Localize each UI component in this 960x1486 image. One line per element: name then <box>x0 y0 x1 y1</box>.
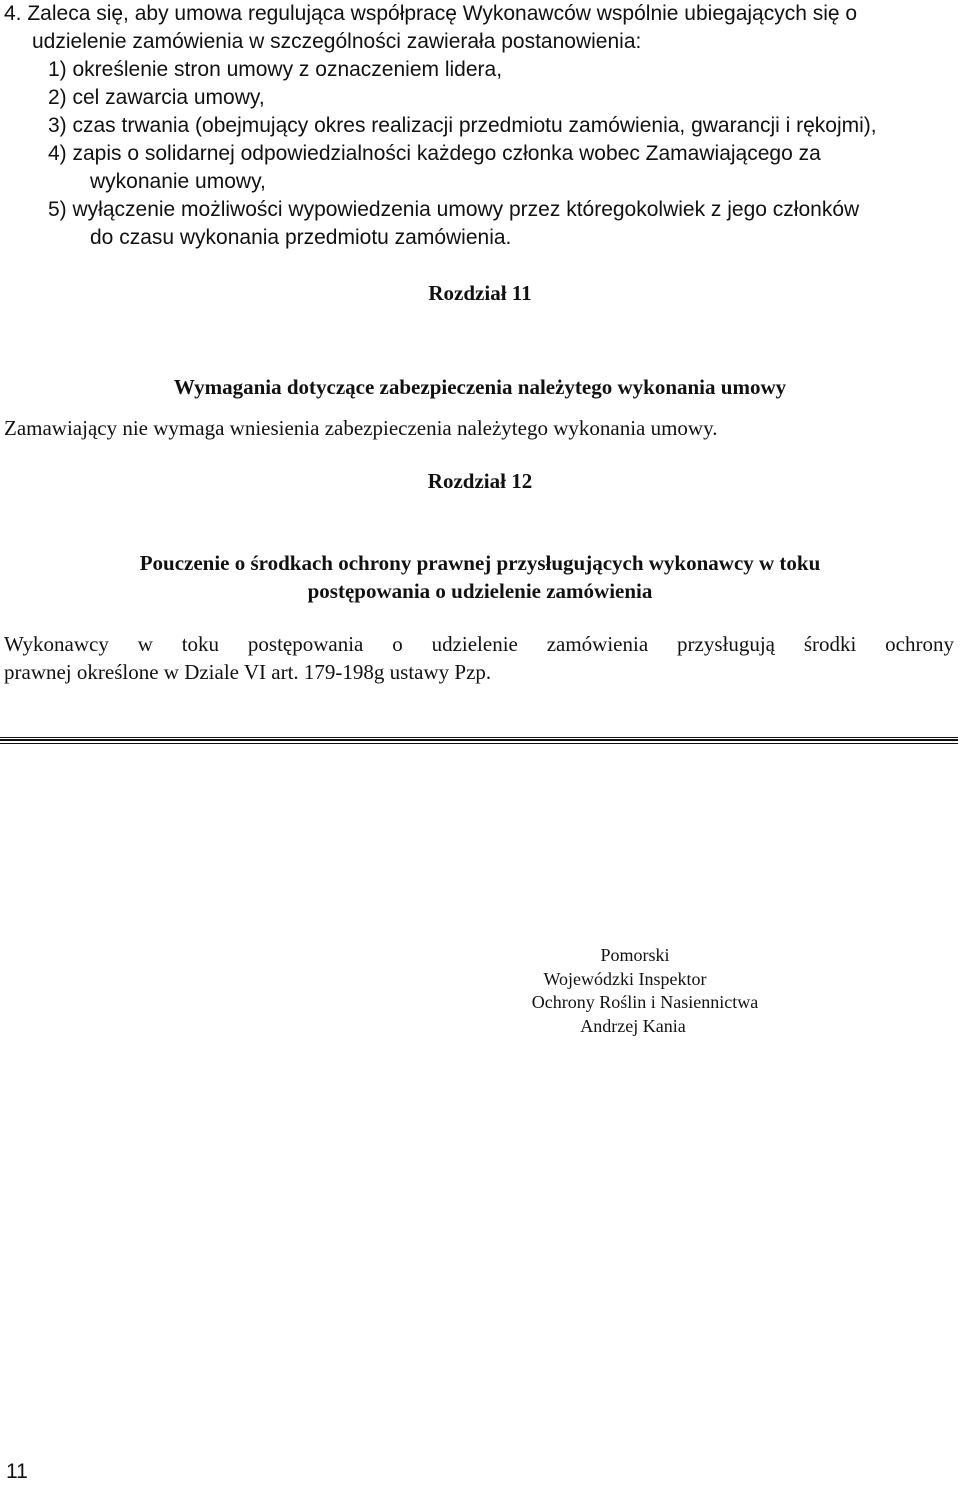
item4-lead-cont: udzielenie zamówienia w szczególności zawierała postanowienia: <box>32 30 642 53</box>
item4-lead: 4. Zaleca się, aby umowa regulująca współpracę Wykonawców wspólnie ubiegających się o <box>4 2 858 25</box>
item4-subitem-4: 4) zapis o solidarnej odpowiedzialności każdego członka wobec Zamawiającego za <box>48 142 821 165</box>
item4-subitem-5-cont: do czasu wykonania przedmiotu zamówienia. <box>90 226 512 249</box>
signature-line-4: Andrzej Kania <box>580 1016 686 1036</box>
item4-subitem-2: 2) cel zawarcia umowy, <box>48 86 265 109</box>
item4-subitem-5: 5) wyłączenie możliwości wypowiedzenia umowy przez któregokolwiek z jego członków <box>48 198 860 221</box>
item4-subitem-1: 1) określenie stron umowy z oznaczeniem lidera, <box>48 58 503 81</box>
signature-line-3: Ochrony Roślin i Nasiennictwa <box>531 992 759 1012</box>
item4-subitem-4-cont: wykonanie umowy, <box>90 170 266 193</box>
chapter12-body-line1: Wykonawcy w toku postępowania o udzielenie zamówienia przysługują środki ochrony <box>4 632 954 656</box>
divider-rule-top <box>0 737 958 738</box>
chapter11-title: Wymagania dotyczące zabezpieczenia należytego wykonania umowy <box>173 375 787 399</box>
signature-line-1: Pomorski <box>600 945 670 965</box>
item4-subitem-3: 3) czas trwania (obejmujący okres realizacji przedmiotu zamówienia, gwarancji i rękojmi), <box>48 114 877 137</box>
chapter11-body: Zamawiający nie wymaga wniesienia zabezpieczenia należytego wykonania umowy. <box>4 416 718 440</box>
page-number: 11 <box>6 1460 28 1483</box>
chapter12-title-line2: postępowania o udzielenie zamówienia <box>307 579 653 603</box>
chapter11-heading: Rozdział 11 <box>428 281 532 305</box>
signature-line-2: Wojewódzki Inspektor <box>543 969 707 989</box>
divider-rule-middle <box>0 739 958 741</box>
chapter12-body-line2: prawnej określone w Dziale VI art. 179-198g ustawy Pzp. <box>4 660 492 684</box>
chapter12-title-line1: Pouczenie o środkach ochrony prawnej przysługujących wykonawcy w toku <box>139 551 821 575</box>
divider-rule-bottom <box>0 743 958 744</box>
chapter12-heading: Rozdział 12 <box>427 469 533 493</box>
